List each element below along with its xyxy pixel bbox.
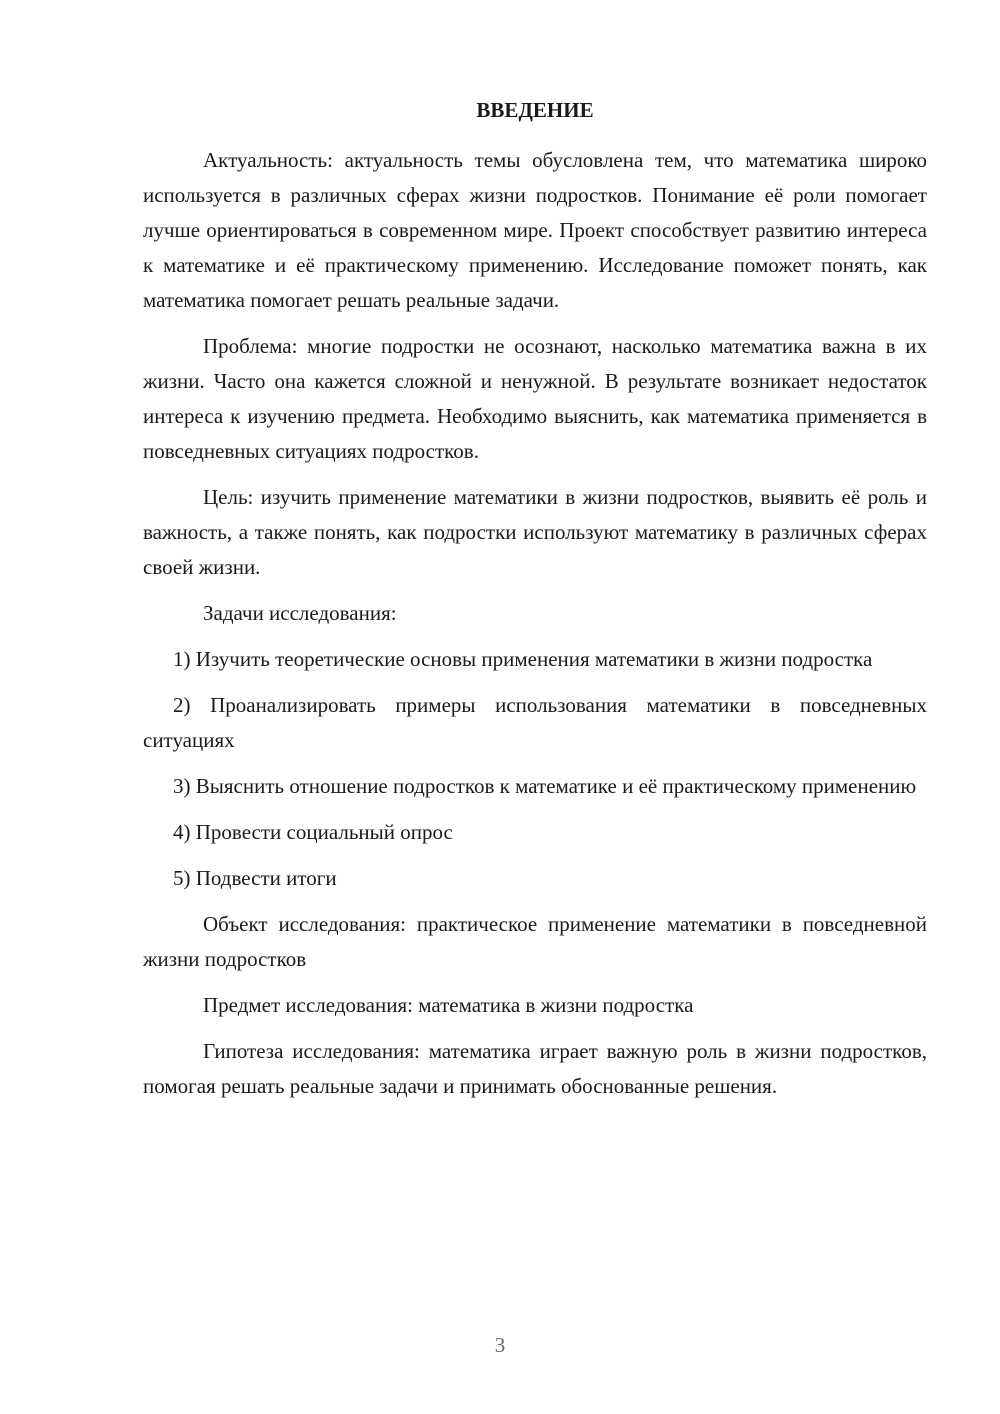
tasks-heading: Задачи исследования: bbox=[203, 601, 397, 625]
task-item-2: 2) Проанализировать примеры использования математики в повседневных ситуациях bbox=[143, 693, 927, 752]
task-item-4: 4) Провести социальный опрос bbox=[173, 820, 453, 844]
task-item-1: 1) Изучить теоретические основы применения математики в жизни подростка bbox=[173, 647, 873, 671]
task-item-3: 3) Выяснить отношение подростков к математике и её практическому применению bbox=[173, 774, 917, 798]
subject-paragraph: Предмет исследования: математика в жизни подростка bbox=[203, 993, 694, 1017]
problem-paragraph: Проблема: многие подростки не осознают, насколько математика важна в их жизни. Часто она кажется сложной и ненужной. В результате возникает недостаток интереса к изучению предмета. Необходимо выяснить, как математика применяется в повседневных ситуациях подростков. bbox=[143, 334, 927, 463]
section-title: ВВЕДЕНИЕ bbox=[476, 98, 594, 122]
page-number: 3 bbox=[494, 1333, 506, 1357]
relevance-paragraph: Актуальность: актуальность темы обусловлена тем, что математика широко используется в различных сферах жизни подростков. Понимание её роли помогает лучше ориентироваться в современном мире. Проект способствует развитию интереса к математике и её практическому применению. Исследование поможет понять, как математика помогает решать реальные задачи. bbox=[143, 148, 927, 312]
object-paragraph: Объект исследования: практическое применение математики в повседневной жизни подростков bbox=[143, 912, 927, 971]
task-item-5: 5) Подвести итоги bbox=[173, 866, 337, 890]
page-body bbox=[143, 95, 927, 1115]
hypothesis-paragraph: Гипотеза исследования: математика играет важную роль в жизни подростков, помогая решать реальные задачи и принимать обоснованные решения. bbox=[143, 1039, 927, 1098]
goal-paragraph: Цель: изучить применение математики в жизни подростков, выявить её роль и важность, а также понять, как подростки используют математику в различных сферах своей жизни. bbox=[143, 485, 927, 579]
